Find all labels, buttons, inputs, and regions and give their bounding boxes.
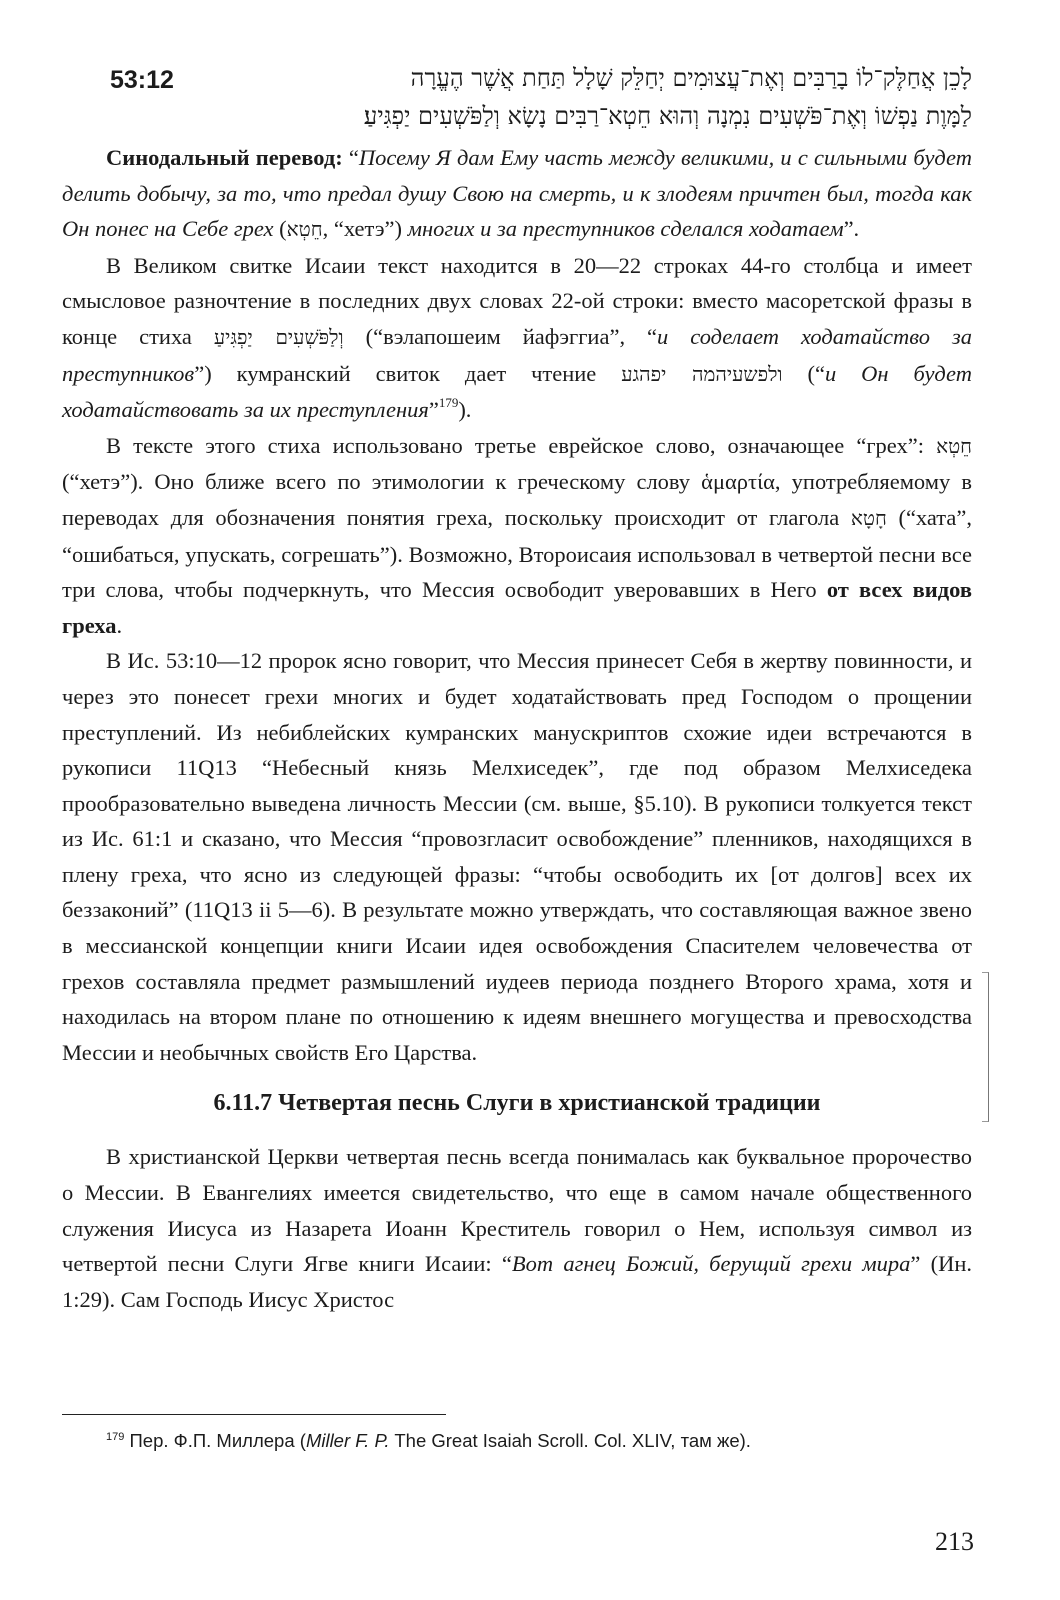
page-body (62, 58, 972, 1317)
footnote-divider (62, 1414, 446, 1415)
hebrew-masoretic-phrase: וְלַפֹּשְׁעִים יַפְגִּיעַ (213, 324, 344, 349)
messiah-intercession-paragraph: В Ис. 53:10—12 пророк ясно говорит, что Мессия принесет Себя в жертву повинности, и через это понесет грехи многих и будет ходатайствовать пред Господом о прощении преступлений. Из небиблейских кумранских манускриптов схожие идеи встречаются в рукописи 11Q13 “Небесный князь Мелхиседек”, где под образом Мелхиседека прообразовательно выведена личность Мессии (см. выше, §5.10). В рукописи толкуется текст из Ис. 61:1 и сказано, что Мессия “провозгласит освобождение” пленников, находящихся в плену греха, что ясно из следующей фразы: “чтобы освободить их [от долгов] всех их беззаконий” (11Q13 ii 5—6). В результате можно утверждать, что составляющая важное звено в мессианской концепции книги Исаии идея освобождения Спасителем человечества от грехов составляла предмет размышлений иудеев периода позднего Второго храма, хотя и находилась на втором плане по отношению к идеям внешнего могущества и превосходства Мессии и необычных свойств Его Царства. (62, 648, 972, 1065)
christian-tradition-paragraph: В христианской Церкви четвертая песнь всегда понималась как буквальное пророчество о Мессии. В Евангелиях имеется свидетельство, что еще в самом начале общественного служения Иисуса из Назарета Иоанн Креститель говорил о Нем, используя символ из четвертой песни Слуги Ягве книги Исаии: “Вот агнец Божий, берущий грехи мира” (Ин. 1:29). Сам Господь Иисус Христос (62, 1144, 972, 1312)
verse-reference: 53:12 (110, 66, 174, 94)
hebrew-verse-line-1: לָכֵן אֲחַלֶּק־לוֹ בָרַבִּים וְאֶת־עֲצוּמִים יְחַלֵּק שָׁלָל תַּחַת אֲשֶׁר הֶעֱרָה (410, 64, 972, 92)
section-heading: 6.11.7 Четвертая песнь Слуги в христианской традиции (213, 1090, 821, 1117)
sin-words-paragraph: В тексте этого стиха использовано третье еврейское слово, означающее “грех”: חֵטְא (“хетэ”). Оно ближе всего по этимологии к греческому слову ἁμαρτία, употребляемому в переводах для обозначения понятия греха, поскольку происходит от глагола חָטָא (“хата”, “ошибаться, упускать, согрешать”). Возможно, Второисаия использовал в четвертой песни все три слова, чтобы подчеркнуть, что Мессия освободит уверовавших в Него от всех видов греха. (62, 432, 972, 638)
verse-header (62, 58, 972, 140)
footnote-number: 179 (106, 1431, 125, 1443)
great-scroll-paragraph: В Великом свитке Исаии текст находится в 20—22 строках 44-го столбца и имеет смысловое разночтение в последних двух словах 22-ой строки: вместо масоретской фразы в конце стиха וְלַפֹּשְׁעִים יַפְגִּיעַ (“вэлапошеим йафэггиа”, “и соделает ходатайство за преступников”) кумранский свиток дает чтение ולפשעיהמה יפהגע (“и Он будет ходатайствовать за их преступления”$^{179}$). (62, 252, 972, 423)
hebrew-verse-line-2: לַמָּוֶת נַפְשׁוֹ וְאֶת־פֹּשְׁעִים נִמְנָה וְהוּא חֵטְא־רַבִּים נָשָׂא וְלַפֹּשְׁעִים יַפְגִּיעַ׃ (363, 102, 972, 130)
hebrew-qumran-phrase: ולפשעיהמה יפהגע (621, 361, 783, 386)
margin-bracket-mark (982, 972, 989, 1122)
synodal-quote-a: Посему Я дам Ему часть между великими, и с сильными будет делить добычу, за то, что предал душу Свою на смерть, и к злодеям причтен был, тогда как Он понес на Себе грех (62, 145, 972, 242)
emphasis-bold: от всех видов греха (62, 577, 972, 638)
synodal-translation-paragraph: Синодальный перевод: “Посему Я дам Ему часть между великими, и с сильными будет делить добычу, за то, что предал душу Свою на смерть, и к злодеям причтен был, тогда как Он понес на Себе грех (חֵטְא, “хетэ”) многих и за преступников сделался ходатаем”. (62, 145, 972, 242)
footnote-ref[interactable]: 179 (438, 395, 459, 411)
synodal-label: Синодальный перевод: (106, 145, 343, 170)
footnote: $^{179}$ Пер. Ф.П. Миллера (Miller F. P. The Great Isaiah Scroll. Col. XLIV, там же). (106, 1430, 751, 1451)
hebrew-word-hete: חֵטְא (286, 217, 323, 242)
page-number: 213 (935, 1527, 974, 1556)
synodal-quote-b: многих и за преступников сделался ходатаем (407, 216, 844, 242)
